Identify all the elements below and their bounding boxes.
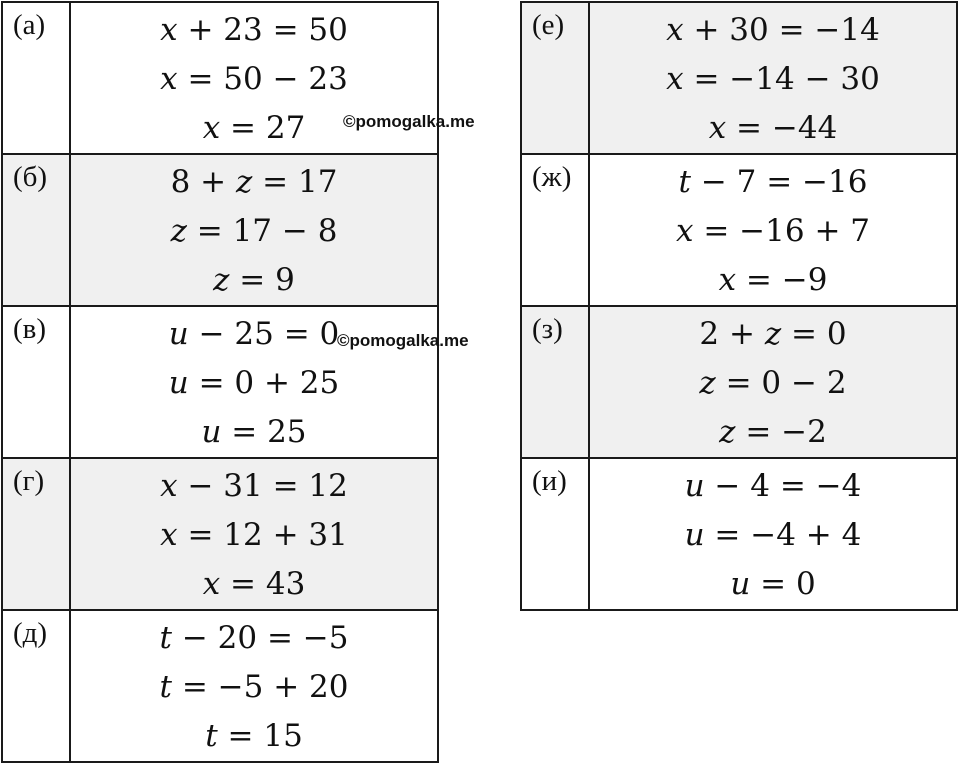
table-row xyxy=(2,610,438,762)
equation-line: 2 + 𝑧 = 0 xyxy=(699,316,847,352)
equation-cell xyxy=(70,458,438,610)
equation-line: 𝑡 = −5 + 20 xyxy=(159,669,349,705)
equation-line: 𝑡 − 20 = −5 xyxy=(159,620,349,656)
equation-line: 𝑥 + 23 = 50 xyxy=(160,12,348,48)
equation-line: 𝑥 − 31 = 12 xyxy=(160,468,348,504)
equation-cell xyxy=(589,458,957,610)
item-label: (ж) xyxy=(521,154,589,306)
table-row xyxy=(2,458,438,610)
table-row xyxy=(521,306,957,458)
equation-line: 𝑢 − 25 = 0 xyxy=(168,316,340,352)
watermark-text: ©pomogalka.me xyxy=(337,331,469,350)
equation-cell xyxy=(589,154,957,306)
equation-line: 𝑥 = −9 xyxy=(718,262,828,298)
equation-line: 𝑥 = 50 − 23 xyxy=(160,61,348,97)
item-label: (в) xyxy=(2,306,70,458)
equation-line: 𝑧 = 17 − 8 xyxy=(170,213,338,249)
table-row xyxy=(2,154,438,306)
item-label: (е) xyxy=(521,2,589,154)
equation-cell xyxy=(70,610,438,762)
item-label: (з) xyxy=(521,306,589,458)
equation-line: 𝑧 = 0 − 2 xyxy=(699,365,847,401)
equation-cell xyxy=(70,306,438,458)
equation-line: 𝑢 = −4 + 4 xyxy=(684,517,862,553)
equation-line: 𝑢 = 25 xyxy=(201,414,307,450)
equation-line: 𝑥 = −14 − 30 xyxy=(666,61,880,97)
table-row xyxy=(521,458,957,610)
right-solutions-table xyxy=(520,1,958,611)
item-label: (г) xyxy=(2,458,70,610)
equation-line: 𝑧 = −2 xyxy=(719,414,827,450)
equation-line: 𝑢 − 4 = −4 xyxy=(684,468,862,504)
equation-line: 𝑡 − 7 = −16 xyxy=(678,164,868,200)
equation-cell xyxy=(589,2,957,154)
equation-line: 𝑧 = 9 xyxy=(213,262,295,298)
item-label: (а) xyxy=(2,2,70,154)
item-label: (д) xyxy=(2,610,70,762)
equation-cell xyxy=(589,306,957,458)
table-row xyxy=(521,154,957,306)
equation-line: 𝑢 = 0 xyxy=(730,566,816,602)
table-row xyxy=(2,306,438,458)
equation-line: 8 + 𝑧 = 17 xyxy=(170,164,338,200)
equation-line: 𝑥 = 43 xyxy=(202,566,306,602)
item-label: (и) xyxy=(521,458,589,610)
equation-line: 𝑢 = 0 + 25 xyxy=(168,365,340,401)
watermark-text: ©pomogalka.me xyxy=(343,112,475,131)
equation-line: 𝑡 = 15 xyxy=(205,718,303,754)
equation-line: 𝑥 = −44 xyxy=(708,110,838,146)
equation-line: 𝑥 = 27 xyxy=(202,110,306,146)
equation-line: 𝑥 + 30 = −14 xyxy=(666,12,880,48)
equation-cell xyxy=(70,154,438,306)
item-label: (б) xyxy=(2,154,70,306)
table-row xyxy=(521,2,957,154)
equation-line: 𝑥 = −16 + 7 xyxy=(676,213,870,249)
equation-line: 𝑥 = 12 + 31 xyxy=(160,517,348,553)
